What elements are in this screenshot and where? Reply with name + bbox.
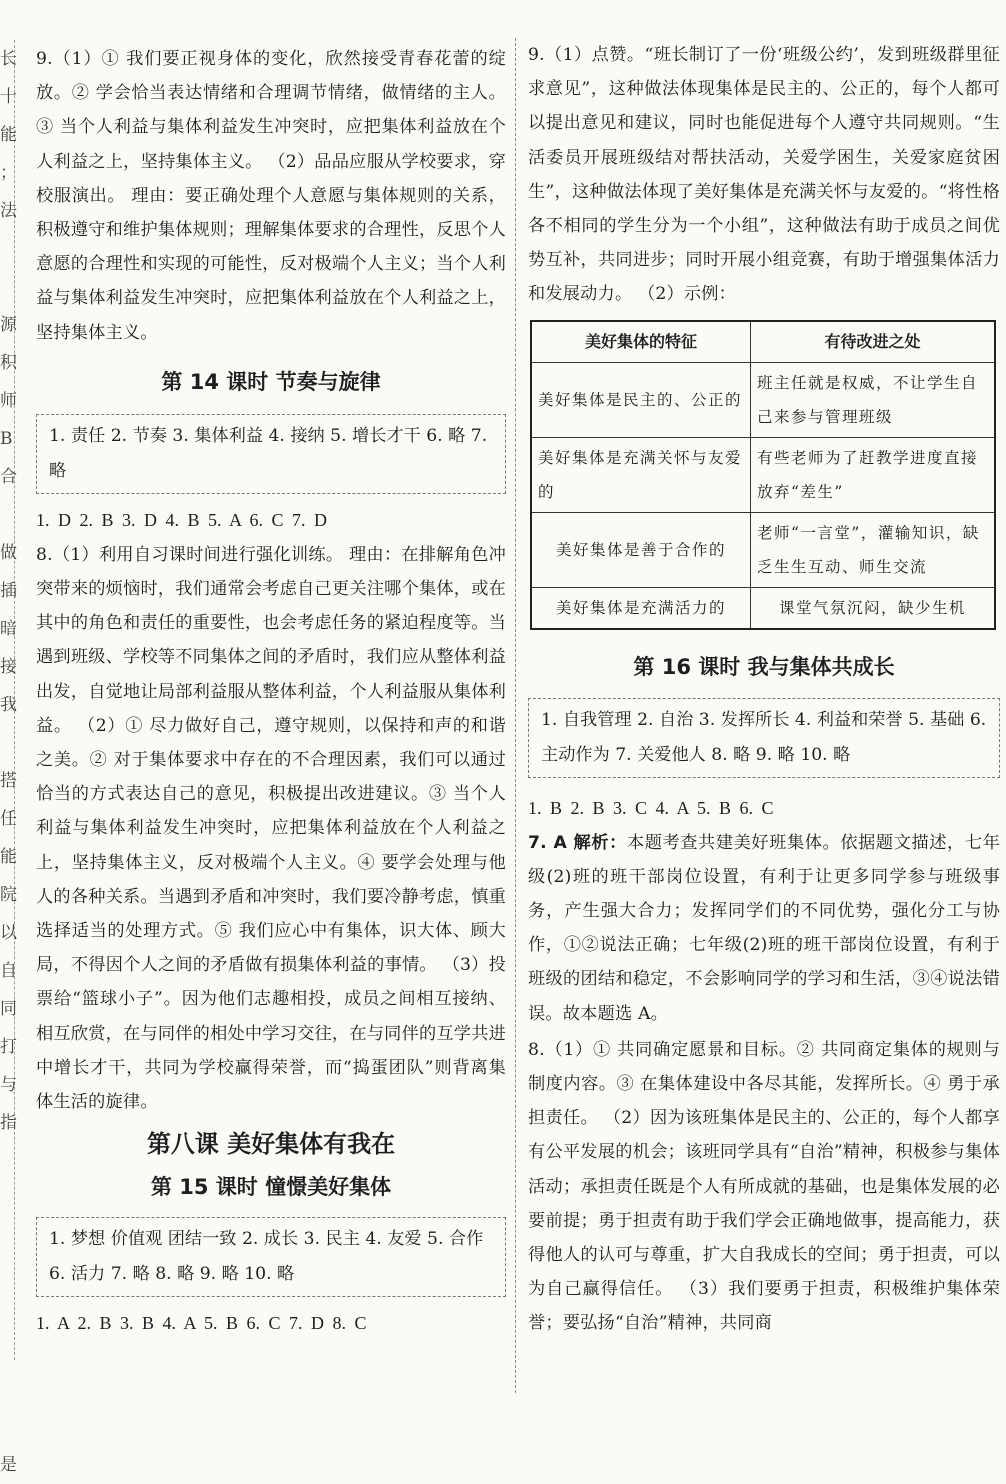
lesson-14-choice-answers: 1. D 2. B 3. D 4. B 5. A 6. C 7. D (36, 509, 328, 530)
edge-char: 长 (0, 49, 17, 69)
collective-features-table (530, 320, 996, 630)
table-cell-feature: 美好集体是充满活力的 (531, 587, 751, 629)
edge-char: 暗 (0, 619, 17, 639)
edge-char (0, 1142, 12, 1180)
edge-char (0, 230, 12, 268)
edge-char: 十 (0, 87, 17, 107)
edge-char: 搭 (0, 771, 17, 791)
unit-8-title: 第八课 美好集体有我在 (146, 1130, 396, 1159)
edge-char: 院 (0, 885, 17, 905)
edge-char: 做 (0, 543, 17, 563)
lesson-14-fill-blank-answers: 1. 责任 2. 节奏 3. 集体利益 4. 接纳 5. 增长才干 6. 略 7. 略 (49, 425, 488, 481)
edge-char: 自 (0, 961, 17, 981)
table-header-cell: 有待改进之处 (751, 321, 996, 363)
edge-char: 插 (0, 581, 17, 601)
edge-char: 积 (0, 353, 17, 373)
lesson-16-title: 第 16 课时 我与集体共成长 (633, 654, 895, 679)
table-cell-feature: 美好集体是充满关怀与友爱的 (531, 437, 751, 512)
table-row (531, 512, 995, 587)
left-column (36, 0, 506, 1341)
lesson-15-fill-blank-box (36, 1217, 506, 1297)
answer-q8-lesson16: 8.（1）① 共同确定愿景和目标。② 共同商定集体的规则与制度内容。③ 在集体建设中各尽其能，发挥所长。④ 勇于承担责任。 （2）因为该班集体是民主的、公正的，每个人都享有公平发展的机会；该班同学具有“自治”精神，积极参与集体活动；承担责任既是个人有所成就的基础，也是集体发展的必要前提；勇于担责有助于我们学会正确地做事，提高能力，获得他人的认可与尊重，扩大自我成长的空间；勇于担责，可以为自己赢得信任。 （3）我们要勇于担责，积极维护集体荣誉；要弘扬“自治”精神，共同商 (528, 1039, 1000, 1334)
edge-char (0, 496, 12, 534)
edge-char (0, 1180, 12, 1218)
answer-q7-label: 7. A 解析： (528, 832, 627, 853)
answer-q7-explanation: 本题考查共建美好班集体。依据题文描述，七年级(2)班的班干部岗位设置，有利于让更多同学参与班级事务，产生强大合力；发挥同学们的不同优势，强化分工与协作，①②说法正确；七年级(2)班的班干部岗位设置，有利于班级的团结和稳定，不会影响同学的学习和生活，③④说法错误。故本题选 A。 (528, 832, 1001, 1024)
table-cell-improvement: 有些老师为了赶教学进度直接放弃“差生” (751, 437, 996, 512)
answer-q8-lesson14: 8.（1）利用自习课时间进行强化训练。 理由：在排解角色冲突带来的烦恼时，我们通常会考虑自己更关注哪个集体，或在其中的角色和责任的重要性，也会考虑任务的紧迫程度等。当遇到班级、学校等不同集体之间的矛盾时，我们应从整体利益出发，自觉地让局部利益服从整体利益，个人利益服从集体利益。 （2）① 尽力做好自己，遵守规则，以保持和声的和谐之美。② 对于集体要求中存在的不合理因素，我们可以通过恰当的方式表达自己的意见，积极提出改进建议。③ 当个人利益与集体利益发生冲突时，应把集体利益放在个人利益之上，坚持集体主义，反对极端个人主义。④ 要学会处理与他人的各种关系。当遇到矛盾和冲突时，我们要冷静考虑，慎重选择适当的处理方式。⑤ 我们应心中有集体，识大体、顾大局，不得因个人之间的矛盾做有损集体利益的事情。 （3）投票给“篮球小子”。因为他们志趣相投，成员之间相互接纳、相互欣赏，在与同伴的相处中学习交往，在与同伴的互学共进中增长才干，共同为学校赢得荣誉，而“捣蛋团队”则背离集体生活的旋律。 (36, 544, 506, 1113)
edge-char: 指 (0, 1113, 17, 1133)
edge-char: B (0, 429, 13, 449)
edge-char: 法 (0, 201, 17, 221)
edge-char (0, 268, 12, 306)
table-cell-feature: 美好集体是善于合作的 (531, 512, 751, 587)
edge-char: 能 (0, 125, 17, 145)
edge-char: ； (0, 163, 17, 183)
edge-char: 师 (0, 391, 17, 411)
table-header-cell: 美好集体的特征 (531, 321, 751, 363)
lesson-16-fill-blank-answers: 1. 自我管理 2. 自治 3. 发挥所长 4. 利益和荣誉 5. 基础 6. 主动作为 7. 关爱他人 8. 略 9. 略 10. 略 (541, 709, 987, 765)
table-cell-feature: 美好集体是民主的、公正的 (531, 362, 751, 437)
edge-char: 我 (0, 695, 17, 715)
table-row (531, 437, 995, 512)
table-header-row (531, 321, 995, 363)
edge-char: 与 (0, 1075, 17, 1095)
edge-char: 源 (0, 315, 17, 335)
right-column (528, 0, 1000, 1341)
edge-char (0, 1218, 12, 1256)
table-row (531, 362, 995, 437)
edge-char: 以 (0, 923, 17, 943)
table-cell-improvement: 老师“一言堂”，灌输知识，缺乏生生互动、师生交流 (751, 512, 996, 587)
edge-char: 合 (0, 467, 17, 487)
lesson-14-title: 第 14 课时 节奏与旋律 (161, 369, 381, 394)
edge-char: 是 (0, 1455, 17, 1475)
edge-char: 能 (0, 847, 17, 867)
answer-q9-lesson13: 9.（1）① 我们要正视身体的变化，欣然接受青春花蕾的绽放。② 学会恰当表达情绪和合理调节情绪，做情绪的主人。③ 当个人利益与集体利益发生冲突时，应把集体利益放在个人利益之上，坚持集体主义。 （2）品品应服从学校要求，穿校服演出。 理由：要正确处理个人意愿与集体规则的关系，积极遵守和维护集体规则；理解集体要求的合理性，反思个人意愿的合理性和实现的可能性，反对极端个人主义；当个人利益与集体利益发生冲突时，应把集体利益放在个人利益之上，坚持集体主义。 (36, 49, 506, 343)
binding-margin-edge (0, 40, 17, 1475)
edge-char (0, 1408, 12, 1446)
lesson-14-fill-blank-box (36, 414, 506, 494)
edge-char: 接 (0, 657, 17, 677)
edge-char (0, 1294, 12, 1332)
table-row (531, 587, 995, 629)
lesson-15-fill-blank-answers: 1. 梦想 价值观 团结一致 2. 成长 3. 民主 4. 友爱 5. 合作 6. 活力 7. 略 8. 略 9. 略 10. 略 (49, 1229, 484, 1285)
edge-char (0, 724, 12, 762)
edge-char (0, 1332, 12, 1370)
edge-char (0, 1370, 12, 1408)
table-cell-improvement: 班主任就是权威，不让学生自己来参与管理班级 (751, 362, 996, 437)
lesson-16-fill-blank-box (528, 698, 1000, 778)
answer-q7-lesson16 (528, 826, 1000, 1031)
lesson-16-choice-answers: 1. B 2. B 3. C 4. A 5. B 6. C (528, 797, 774, 818)
edge-char: 同 (0, 999, 17, 1019)
lesson-15-choice-answers: 1. A 2. B 3. B 4. A 5. B 6. C 7. D 8. C (36, 1313, 367, 1334)
answer-q9-lesson15: 9.（1）点赞。“班长制订了一份‘班级公约’，发到班级群里征求意见”，这种做法体现集体是民主的、公正的，每个人都可以提出意见和建议，同时也能促进每个人遵守共同规则。“生活委员开展班级结对帮扶活动，关爱学困生，关爱家庭贫困生”，这种做法体现了美好集体是充满关怀与友爱的。“将性格各不相同的学生分为一个小组”，这种做法有助于成员之间优势互补，共同进步；同时开展小组竞赛，有助于增强集体活力和发展动力。 （2）示例： (528, 45, 1000, 305)
edge-char (0, 1256, 12, 1294)
edge-char: 打 (0, 1037, 17, 1057)
edge-char: 任 (0, 809, 17, 829)
table-cell-improvement: 课堂气氛沉闷，缺少生机 (751, 587, 996, 629)
lesson-15-title: 第 15 课时 憧憬美好集体 (150, 1175, 392, 1200)
column-divider (515, 38, 516, 1393)
